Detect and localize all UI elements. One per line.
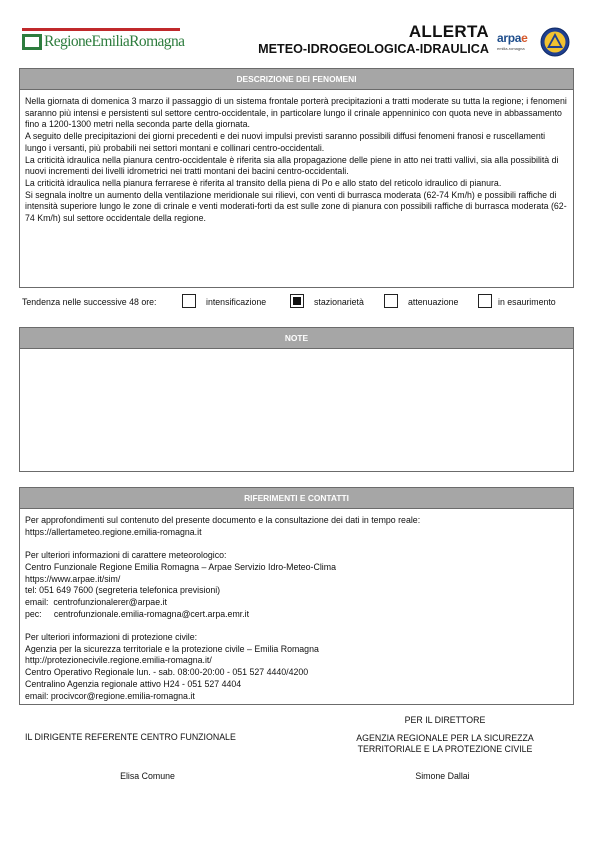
arpae-accent: e [521,31,528,45]
dirigente-title: IL DIRIGENTE REFERENTE CENTRO FUNZIONALE [25,732,236,742]
contact-line: Per ulteriori informazioni di protezione civile: [25,632,198,642]
contact-email[interactable]: email: centrofunzionalerer@arpae.it [25,596,167,607]
arpae-logo [497,31,537,51]
option-intensificazione-label: intensificazione [206,297,267,307]
paragraph: A seguito delle precipitazioni dei giorni precedenti e dei nuovi impulsi previsti saranno possibili diffusi fenomeni franosi e ruscellamenti lungo i versanti, più probabili nei settori montani e collinari centro-occidentali. [25,131,546,153]
agenzia-line-2: TERRITORIALE E LA PROTEZIONE CIVILE [357,744,533,754]
alert-title: ALLERTA [408,22,489,41]
option-stazionarieta-label: stazionarietà [314,297,364,307]
protezione-civile-icon [540,27,570,57]
dirigente-name: Elisa Comune [120,771,175,781]
option-in-esaurimento-label: in esaurimento [498,297,556,307]
contact-line: Per ulteriori informazioni di carattere meteorologico: [25,550,227,561]
checkbox-attenuazione[interactable] [384,294,398,308]
checkbox-in-esaurimento[interactable] [478,294,492,308]
agenzia-line-1: AGENZIA REGIONALE PER LA SICUREZZA [356,732,534,743]
riferimenti-text [20,509,573,708]
contact-email[interactable]: email: procivcor@regione.emilia-romagna.it [25,690,195,701]
riferimenti-contatti-box [19,487,574,705]
contact-pec[interactable]: pec: centrofunzionale.emilia-romagna@cert.arpa.emr.it [25,608,250,619]
contact-line: Per approfondimenti sul contenuto del presente documento e la consultazione dei dati in tempo reale: [25,515,421,525]
descrizione-heading: DESCRIZIONE DEI FENOMENI [20,69,573,90]
direttore-block [330,715,560,756]
direttore-title: PER IL DIRETTORE [404,715,486,725]
paragraph: Nella giornata di domenica 3 marzo il passaggio di un sistema frontale porterà precipitazioni a tratti moderate su tutta la regione; i fenomeni saranno più intensi e persistenti sul settore centro-occidentale, in particolare lungo il crinale appenninico con quota neve in abbassamento fino a 1200-1300 metri nella seconda parte della giornata. [25,96,567,130]
arpae-subtitle: emilia-romagna [497,46,525,51]
note-box [19,327,574,472]
contact-line: Centro Funzionale Regione Emilia Romagna – Arpae Servizio Idro-Meteo-Clima [25,561,336,572]
contact-line: Centralino Agenzia regionale attivo H24 - 051 527 4404 [25,678,242,689]
contact-link[interactable]: https://www.arpae.it/sim/ [25,573,121,584]
checkbox-stazionarieta[interactable] [290,294,304,308]
paragraph: La criticità idraulica nella pianura ferrarese è riferita al transito della piena di Po e allo stato del reticolo idraulico di pianura. [25,177,502,188]
note-heading: NOTE [20,328,573,349]
contact-line: tel: 051 649 7600 (segreteria telefonica previsioni) [25,585,221,596]
regione-emilia-romagna-logo [22,28,185,54]
contact-line: Centro Operativo Regionale lun. - sab. 08:00-20:00 - 051 527 4440/4200 [25,667,309,678]
alert-subtitle: METEO-IDROGEOLOGICA-IDRAULICA [258,42,489,56]
direttore-name: Simone Dallai [415,771,470,781]
contact-link[interactable]: http://protezionecivile.regione.emilia-romagna.it/ [25,655,212,666]
tendenza-label: Tendenza nelle successive 48 ore: [22,297,157,307]
riferimenti-heading: RIFERIMENTI E CONTATTI [20,488,573,509]
descrizione-fenomeni-box [19,68,574,288]
option-attenuazione-label: attenuazione [408,297,459,307]
logo-text: RegioneEmiliaRomagna [44,33,185,50]
tendenza-row [22,293,577,311]
contact-line: Agenzia per la sicurezza territoriale e la protezione civile – Emilia Romagna [25,643,319,654]
descrizione-text [20,90,573,231]
arpae-text: arpa [497,31,522,45]
contact-link[interactable]: https://allertameteo.regione.emilia-romagna.it [25,526,202,537]
paragraph: La criticità idraulica nella pianura centro-occidentale è riferita sia alla propagazione delle piene in atto nei tratti vallivi, sia alla possibilità di nuovi incrementi dei livelli idrometrici nei tratti montani dei bacini centro-occidentali. [25,154,559,177]
note-text [20,349,573,361]
paragraph: Si segnala inoltre un aumento della ventilazione meridionale sui rilievi, con venti di burrasca moderata (62-74 Km/h) e possibili raffiche di intensità superiore lungo le zone di crinale e venti moderati-forti da est sulle zone di pianura con possibili raffiche di burrasca moderata (62-74 Km/h) sul settore occidentale della regione. [25,189,567,224]
checkbox-intensificazione[interactable] [182,294,196,308]
